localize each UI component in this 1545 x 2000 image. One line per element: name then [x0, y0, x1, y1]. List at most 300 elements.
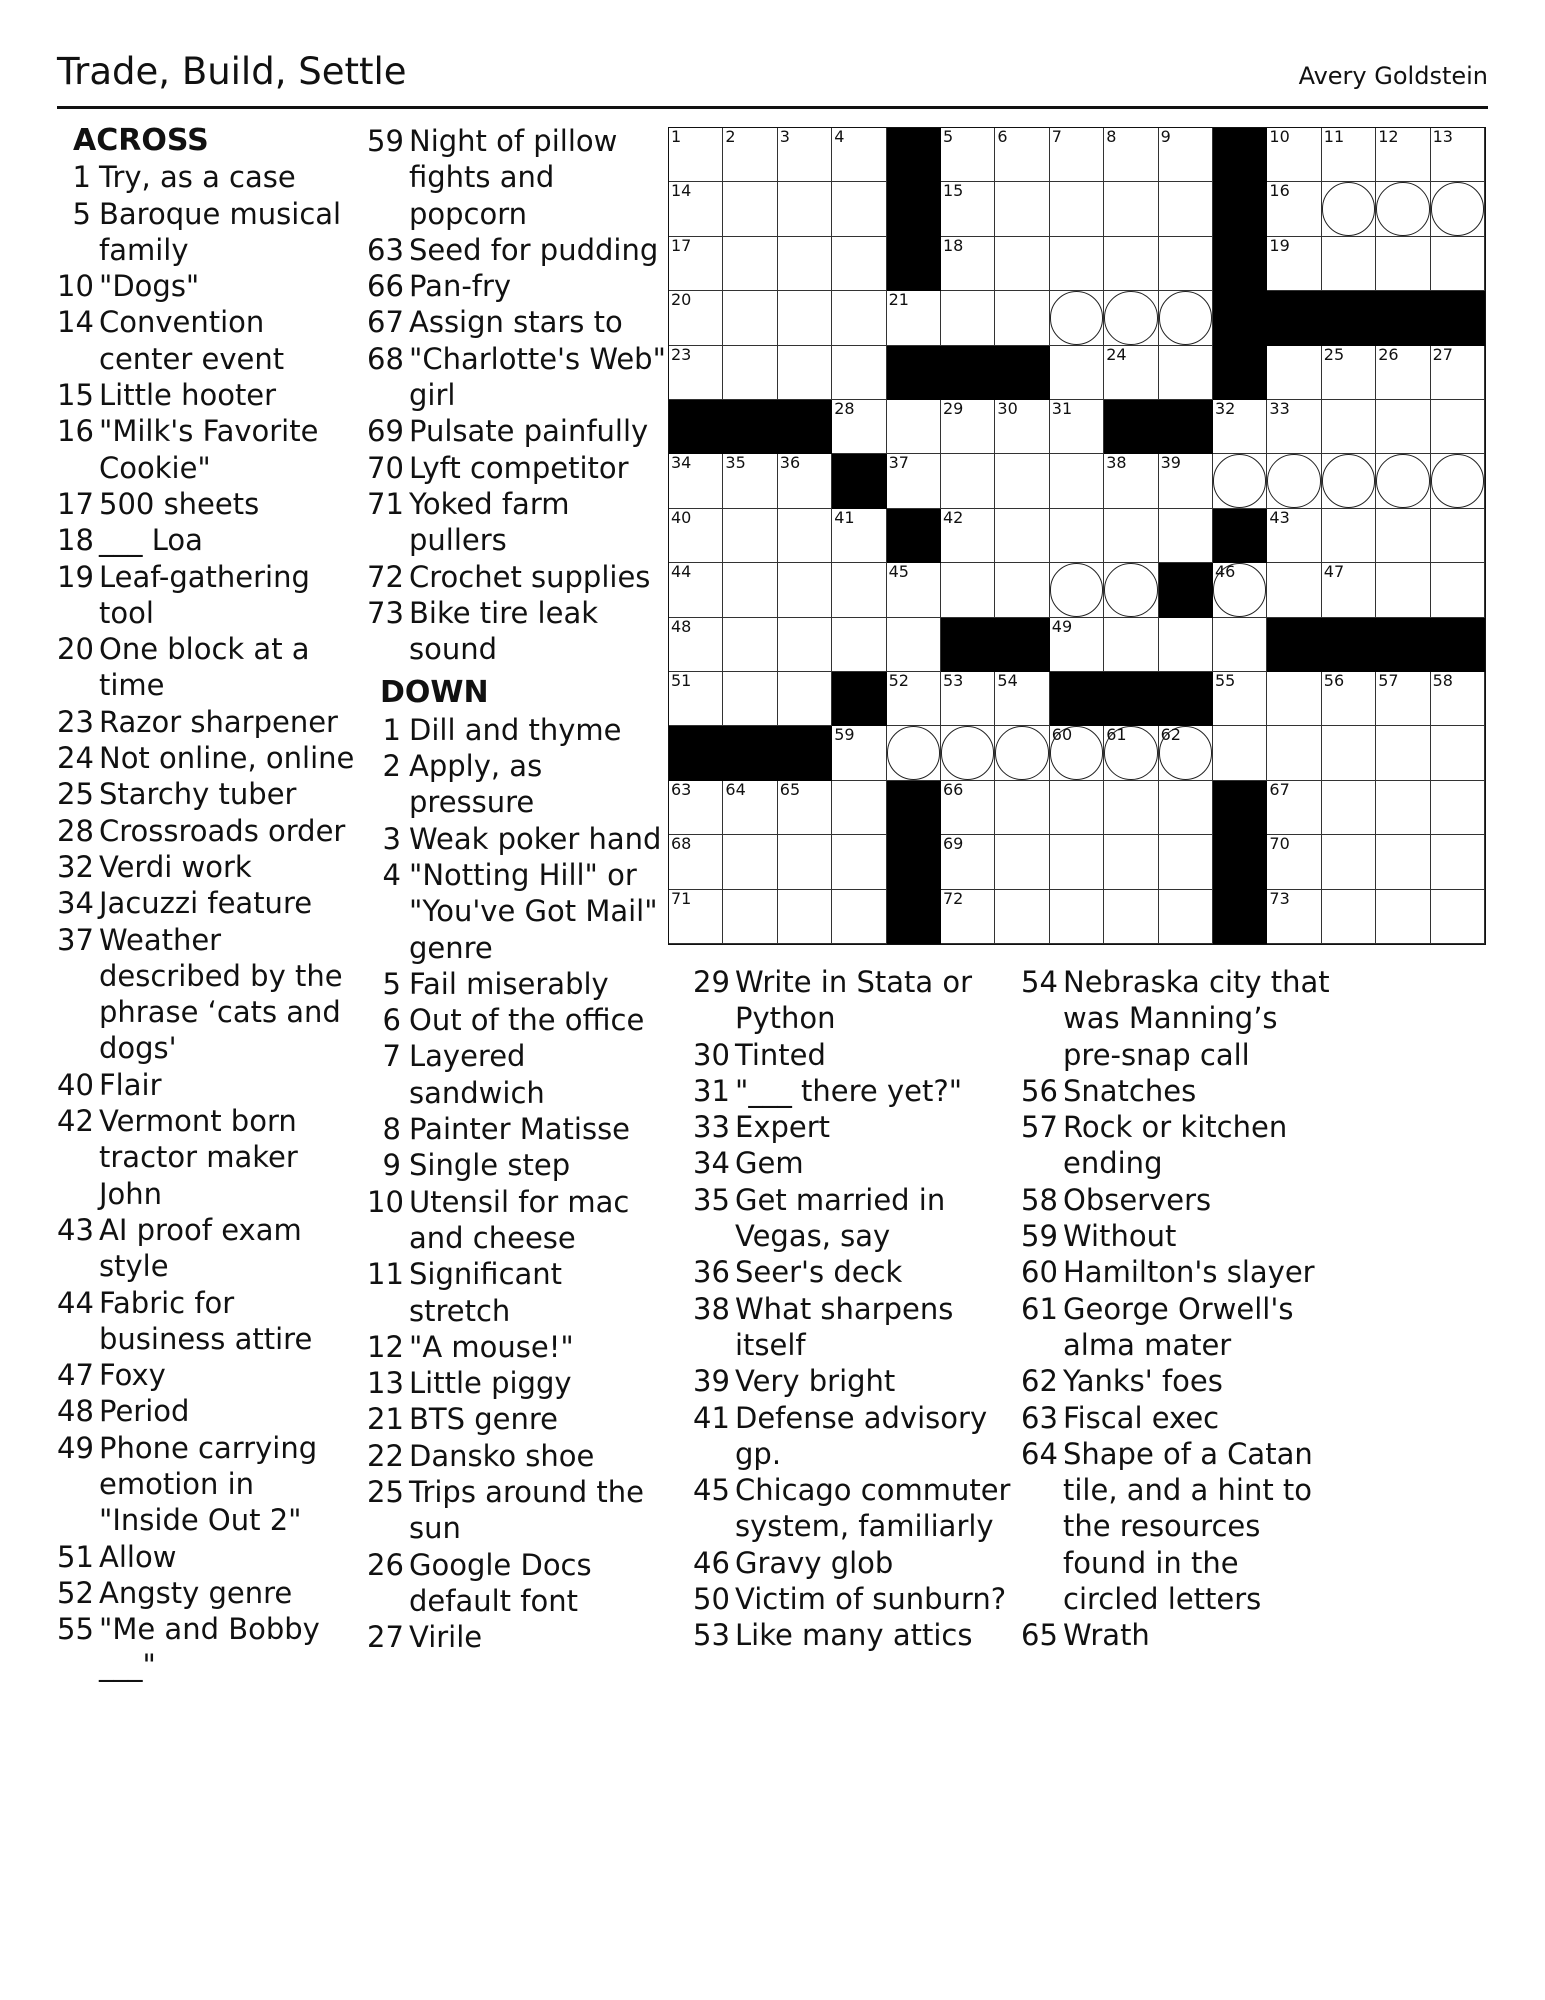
grid-cell[interactable]: [832, 400, 886, 454]
grid-cell[interactable]: [832, 509, 886, 563]
cell-number: 31: [1051, 399, 1073, 418]
grid-cell[interactable]: [941, 890, 995, 944]
grid-cell[interactable]: [778, 890, 832, 944]
clue-number: 30: [693, 1037, 730, 1072]
grid-cell[interactable]: [995, 400, 1049, 454]
grid-cell[interactable]: [887, 726, 941, 780]
clue-number: 31: [693, 1073, 730, 1108]
grid-cell[interactable]: [669, 291, 723, 345]
grid-cell[interactable]: [995, 182, 1049, 236]
grid-cell[interactable]: [1159, 835, 1213, 889]
across-clue: [57, 922, 357, 1067]
grid-cell[interactable]: [941, 672, 995, 726]
down-heading: DOWN: [380, 675, 489, 711]
grid-cell[interactable]: [1050, 890, 1104, 944]
cell-number: 30: [997, 399, 1018, 418]
grid-cell[interactable]: [1050, 182, 1104, 236]
clue-text: "Dogs": [99, 269, 200, 304]
grid-cell[interactable]: [1104, 454, 1158, 508]
grid-cell[interactable]: [887, 618, 941, 672]
clue-number: 25: [57, 777, 94, 812]
grid-cell[interactable]: [1376, 835, 1430, 889]
cell-number: 2: [725, 127, 736, 146]
grid-cell[interactable]: [1050, 237, 1104, 291]
grid-cell[interactable]: [1376, 672, 1430, 726]
clue-number: 49: [57, 1430, 94, 1465]
black-square: [1213, 291, 1267, 345]
grid-cell[interactable]: [778, 618, 832, 672]
grid-cell[interactable]: [832, 890, 886, 944]
clue-number: 47: [57, 1358, 94, 1393]
grid-cell[interactable]: [1104, 182, 1158, 236]
grid-cell[interactable]: [1104, 237, 1158, 291]
grid-cell[interactable]: [669, 509, 723, 563]
clue-number: 9: [382, 1148, 401, 1183]
grid-cell[interactable]: [995, 890, 1049, 944]
grid-cell[interactable]: [669, 182, 723, 236]
clue-text: Assign stars to: [409, 305, 623, 340]
clue-text: Bike tire leak sound: [409, 595, 599, 667]
clue-text: Victim of sunburn?: [735, 1582, 1007, 1617]
grid-cell[interactable]: [1267, 346, 1321, 400]
grid-cell[interactable]: [1159, 454, 1213, 508]
grid-cell[interactable]: [723, 618, 777, 672]
clue-text: Crossroads order: [99, 813, 346, 848]
grid-cell[interactable]: [1322, 563, 1376, 617]
grid-cell[interactable]: [995, 781, 1049, 835]
grid-cell[interactable]: [1322, 726, 1376, 780]
grid-cell[interactable]: [723, 563, 777, 617]
grid-cell[interactable]: [832, 563, 886, 617]
grid-cell[interactable]: [941, 454, 995, 508]
grid-cell[interactable]: [723, 890, 777, 944]
grid-cell[interactable]: [1104, 346, 1158, 400]
grid-cell[interactable]: [1050, 400, 1104, 454]
grid-cell[interactable]: [941, 509, 995, 563]
grid-cell[interactable]: [832, 781, 886, 835]
grid-cell[interactable]: [1159, 237, 1213, 291]
grid-cell[interactable]: [1322, 454, 1376, 508]
grid-cell[interactable]: [1267, 454, 1321, 508]
black-square: [1322, 291, 1376, 345]
clue-text: Period: [99, 1394, 190, 1429]
cell-number: 45: [888, 562, 909, 582]
grid-cell[interactable]: [1376, 400, 1430, 454]
circle-marker: [1050, 563, 1103, 616]
black-square: [1322, 618, 1376, 672]
grid-cell[interactable]: [1322, 672, 1376, 726]
grid-cell[interactable]: [887, 454, 941, 508]
grid-cell[interactable]: [1050, 346, 1104, 400]
grid-cell[interactable]: [1376, 726, 1430, 780]
grid-cell[interactable]: [1431, 726, 1485, 780]
grid-cell[interactable]: [1267, 237, 1321, 291]
black-square: [1267, 291, 1321, 345]
grid-cell[interactable]: [1213, 400, 1267, 454]
clue-number: 2: [382, 749, 401, 784]
circle-marker: [1050, 291, 1103, 344]
grid-cell[interactable]: [1431, 563, 1485, 617]
grid-cell[interactable]: [1159, 781, 1213, 835]
across-clue: [57, 1285, 357, 1358]
grid-cell[interactable]: [723, 672, 777, 726]
clue-text: Jacuzzi feature: [99, 886, 313, 921]
grid-cell[interactable]: [941, 781, 995, 835]
grid-cell[interactable]: [1267, 726, 1321, 780]
grid-cell[interactable]: [1322, 128, 1376, 182]
grid-cell[interactable]: [1104, 563, 1158, 617]
cell-number: 65: [779, 779, 801, 799]
cell-number: 60: [1051, 725, 1073, 745]
clue-number: 21: [367, 1402, 404, 1437]
grid-cell[interactable]: [941, 400, 995, 454]
grid-cell[interactable]: [723, 128, 777, 182]
grid-cell[interactable]: [1050, 454, 1104, 508]
cell-number: 6: [997, 127, 1008, 146]
across-clue: [367, 268, 667, 304]
grid-cell[interactable]: [669, 346, 723, 400]
grid-cell[interactable]: [1159, 509, 1213, 563]
grid-cell[interactable]: [1376, 890, 1430, 944]
grid-cell[interactable]: [669, 563, 723, 617]
clue-text: Rock or kitchen ending: [1063, 1110, 1288, 1181]
grid-cell[interactable]: [778, 454, 832, 508]
grid-cell[interactable]: [1376, 454, 1430, 508]
grid-cell[interactable]: [941, 835, 995, 889]
grid-cell[interactable]: [723, 835, 777, 889]
grid-cell[interactable]: [1104, 781, 1158, 835]
grid-cell[interactable]: [832, 346, 886, 400]
clue-text: Vermont born tractor maker John: [99, 1104, 298, 1211]
clue-text: Night of pillow fights and popcorn: [409, 124, 618, 231]
grid-cell[interactable]: [669, 128, 723, 182]
black-square: [669, 400, 723, 454]
black-square: [778, 400, 832, 454]
grid-cell[interactable]: [995, 291, 1049, 345]
grid-cell[interactable]: [1322, 237, 1376, 291]
grid-cell[interactable]: [1213, 563, 1267, 617]
grid-cell[interactable]: [723, 182, 777, 236]
grid-cell[interactable]: [1050, 509, 1104, 563]
grid-cell[interactable]: [1431, 182, 1485, 236]
grid-cell[interactable]: [1431, 781, 1485, 835]
grid-cell[interactable]: [1104, 128, 1158, 182]
grid-cell[interactable]: [1376, 237, 1430, 291]
black-square: [1159, 563, 1213, 617]
grid-cell[interactable]: [778, 291, 832, 345]
grid-cell[interactable]: [778, 128, 832, 182]
grid-cell[interactable]: [1431, 890, 1485, 944]
grid-cell[interactable]: [669, 618, 723, 672]
grid-cell[interactable]: [1431, 346, 1485, 400]
grid-cell[interactable]: [669, 835, 723, 889]
cell-number: 9: [1160, 127, 1171, 146]
grid-cell[interactable]: [669, 672, 723, 726]
clue-text: ___ Loa: [99, 523, 203, 558]
grid-cell[interactable]: [1159, 890, 1213, 944]
grid-cell[interactable]: [1322, 400, 1376, 454]
down-clue: [1021, 1218, 1341, 1254]
grid-cell[interactable]: [1213, 726, 1267, 780]
down-clue: [693, 1145, 1013, 1181]
grid-cell[interactable]: [1431, 237, 1485, 291]
grid-cell[interactable]: [832, 291, 886, 345]
grid-cell[interactable]: [941, 291, 995, 345]
clue-text: Dill and thyme: [409, 712, 622, 747]
grid-cell[interactable]: [669, 890, 723, 944]
down-clue: [367, 1002, 667, 1038]
grid-cell[interactable]: [723, 781, 777, 835]
across-clue: [57, 1103, 357, 1212]
clue-number: 73: [367, 595, 404, 630]
circle-marker: [1104, 291, 1157, 344]
grid-cell[interactable]: [778, 182, 832, 236]
cell-number: 70: [1269, 834, 1290, 854]
grid-cell[interactable]: [887, 400, 941, 454]
clue-number: 59: [1021, 1219, 1058, 1254]
black-square: [1213, 781, 1267, 835]
grid-cell[interactable]: [1213, 672, 1267, 726]
cell-number: 46: [1215, 562, 1236, 582]
grid-cell[interactable]: [1050, 618, 1104, 672]
clue-number: 1: [382, 712, 401, 747]
cell-number: 42: [943, 507, 964, 527]
grid-cell[interactable]: [995, 128, 1049, 182]
clue-number: 19: [57, 559, 94, 594]
grid-cell[interactable]: [1267, 781, 1321, 835]
grid-cell[interactable]: [778, 563, 832, 617]
grid-cell[interactable]: [1322, 182, 1376, 236]
grid-cell[interactable]: [778, 672, 832, 726]
grid-cell[interactable]: [1376, 346, 1430, 400]
black-square: [1213, 890, 1267, 944]
grid-cell[interactable]: [832, 618, 886, 672]
across-clue: [57, 268, 357, 304]
black-square: [995, 346, 1049, 400]
grid-cell[interactable]: [1159, 182, 1213, 236]
grid-cell[interactable]: [887, 563, 941, 617]
grid-cell[interactable]: [1267, 182, 1321, 236]
grid-cell[interactable]: [1376, 128, 1430, 182]
grid-cell[interactable]: [995, 563, 1049, 617]
black-square: [1213, 346, 1267, 400]
grid-cell[interactable]: [1431, 835, 1485, 889]
grid-cell[interactable]: [1267, 890, 1321, 944]
grid-cell[interactable]: [832, 237, 886, 291]
grid-cell[interactable]: [995, 509, 1049, 563]
grid-cell[interactable]: [1431, 454, 1485, 508]
grid-cell[interactable]: [1431, 672, 1485, 726]
grid-cell[interactable]: [723, 509, 777, 563]
grid-cell[interactable]: [1159, 726, 1213, 780]
grid-cell[interactable]: [1376, 182, 1430, 236]
grid-cell[interactable]: [1213, 618, 1267, 672]
cell-number: 33: [1269, 399, 1290, 418]
cell-number: 8: [1106, 127, 1117, 146]
grid-cell[interactable]: [1159, 128, 1213, 182]
grid-cell[interactable]: [1104, 291, 1158, 345]
grid-cell[interactable]: [832, 182, 886, 236]
clue-number: 54: [1021, 965, 1058, 999]
grid-cell[interactable]: [778, 781, 832, 835]
grid-cell[interactable]: [887, 672, 941, 726]
cell-number: 11: [1323, 127, 1345, 146]
grid-cell[interactable]: [995, 726, 1049, 780]
grid-cell[interactable]: [887, 291, 941, 345]
down-clue: [367, 1147, 667, 1183]
grid-cell[interactable]: [1322, 781, 1376, 835]
grid-cell[interactable]: [723, 291, 777, 345]
grid-cell[interactable]: [1322, 890, 1376, 944]
clue-text: Not online, online: [99, 741, 355, 776]
grid-cell[interactable]: [1322, 835, 1376, 889]
clue-number: 42: [57, 1104, 94, 1139]
grid-cell[interactable]: [941, 726, 995, 780]
grid-cell[interactable]: [941, 182, 995, 236]
down-clue: [367, 1329, 667, 1365]
clue-number: 34: [57, 886, 94, 921]
clue-number: 6: [382, 1003, 401, 1038]
grid-cell[interactable]: [1376, 781, 1430, 835]
grid-cell[interactable]: [1431, 128, 1485, 182]
grid-cell[interactable]: [778, 237, 832, 291]
cell-number: 16: [1269, 181, 1290, 201]
down-clue: [1021, 1291, 1341, 1364]
grid-cell[interactable]: [1050, 781, 1104, 835]
clue-text: Seer's deck: [735, 1255, 903, 1290]
across-clue: [367, 123, 667, 232]
grid-cell[interactable]: [1104, 509, 1158, 563]
grid-cell[interactable]: [1267, 835, 1321, 889]
clue-text: Apply, as pressure: [409, 749, 543, 820]
clue-text: Leaf-gathering tool: [99, 559, 310, 630]
clue-number: 53: [693, 1618, 730, 1653]
grid-cell[interactable]: [941, 128, 995, 182]
cell-number: 1: [671, 127, 682, 146]
grid-cell[interactable]: [1104, 618, 1158, 672]
grid-cell[interactable]: [1159, 346, 1213, 400]
grid-cell[interactable]: [995, 237, 1049, 291]
cell-number: 36: [779, 453, 801, 473]
grid-cell[interactable]: [1267, 672, 1321, 726]
grid-cell[interactable]: [778, 835, 832, 889]
clue-text: "A mouse!": [409, 1329, 574, 1364]
grid-cell[interactable]: [1104, 726, 1158, 780]
clue-number: 13: [367, 1366, 404, 1401]
black-square: [887, 890, 941, 944]
clue-column-2: [367, 123, 667, 1655]
down-clue: [693, 964, 1013, 1037]
grid-cell[interactable]: [995, 454, 1049, 508]
grid-cell[interactable]: [669, 237, 723, 291]
clue-text: Fail miserably: [409, 966, 609, 1001]
black-square: [723, 726, 777, 780]
clue-number: 18: [57, 523, 94, 558]
black-square: [832, 672, 886, 726]
circle-marker: [1104, 563, 1157, 616]
grid-cell[interactable]: [995, 835, 1049, 889]
cell-number: 64: [725, 779, 746, 799]
grid-cell[interactable]: [778, 509, 832, 563]
grid-cell[interactable]: [1322, 346, 1376, 400]
clue-number: 44: [57, 1285, 94, 1320]
grid-cell[interactable]: [1050, 291, 1104, 345]
cell-number: 67: [1269, 779, 1290, 799]
clue-text: Utensil for mac and cheese: [409, 1184, 630, 1255]
clue-text: Pan-fry: [409, 269, 512, 304]
grid-cell[interactable]: [778, 346, 832, 400]
cell-number: 15: [943, 181, 964, 201]
clue-number: 60: [1021, 1255, 1058, 1290]
cell-number: 32: [1215, 399, 1236, 418]
grid-cell[interactable]: [1104, 890, 1158, 944]
clue-number: 23: [57, 704, 94, 739]
grid-cell[interactable]: [723, 237, 777, 291]
grid-cell[interactable]: [669, 454, 723, 508]
across-clue: [57, 1212, 357, 1285]
clue-number: 8: [382, 1112, 401, 1147]
cell-number: 28: [834, 399, 855, 418]
clue-text: Angsty genre: [99, 1575, 293, 1610]
clue-text: "Charlotte's Web" girl: [409, 341, 666, 413]
grid-cell[interactable]: [1050, 563, 1104, 617]
grid-cell[interactable]: [832, 835, 886, 889]
grid-cell[interactable]: [1159, 291, 1213, 345]
clue-number: 3: [382, 821, 401, 856]
grid-cell[interactable]: [995, 672, 1049, 726]
grid-cell[interactable]: [1267, 509, 1321, 563]
grid-cell[interactable]: [1322, 509, 1376, 563]
clue-text: 500 sheets: [99, 486, 260, 521]
grid-cell[interactable]: [941, 237, 995, 291]
across-clue: [57, 849, 357, 885]
grid-cell[interactable]: [1159, 618, 1213, 672]
grid-cell[interactable]: [1431, 400, 1485, 454]
cell-number: 29: [943, 399, 964, 418]
grid-cell[interactable]: [1213, 454, 1267, 508]
down-clue: [1021, 1363, 1341, 1399]
grid-cell[interactable]: [1104, 835, 1158, 889]
grid-cell[interactable]: [723, 454, 777, 508]
grid-cell[interactable]: [1376, 509, 1430, 563]
grid-cell[interactable]: [832, 726, 886, 780]
grid-cell[interactable]: [1267, 563, 1321, 617]
down-clue: [367, 1438, 667, 1474]
grid-cell[interactable]: [1431, 509, 1485, 563]
grid-cell[interactable]: [1050, 835, 1104, 889]
grid-cell[interactable]: [1050, 726, 1104, 780]
grid-cell[interactable]: [723, 346, 777, 400]
down-clue: [1021, 964, 1341, 1073]
grid-cell[interactable]: [1267, 128, 1321, 182]
grid-cell[interactable]: [832, 128, 886, 182]
clue-number: 32: [57, 849, 94, 884]
clue-text: Single step: [409, 1148, 571, 1183]
grid-cell[interactable]: [1376, 563, 1430, 617]
grid-cell[interactable]: [1267, 400, 1321, 454]
grid-cell[interactable]: [669, 781, 723, 835]
down-clue: [367, 1474, 667, 1547]
black-square: [887, 237, 941, 291]
across-clue: [57, 1575, 357, 1611]
down-clue: [693, 1073, 1013, 1109]
black-square: [1213, 509, 1267, 563]
grid-cell[interactable]: [941, 563, 995, 617]
cell-number: 26: [1378, 344, 1399, 364]
clue-text: Out of the office: [409, 1003, 645, 1038]
clue-number: 25: [367, 1474, 404, 1509]
grid-cell[interactable]: [1050, 128, 1104, 182]
